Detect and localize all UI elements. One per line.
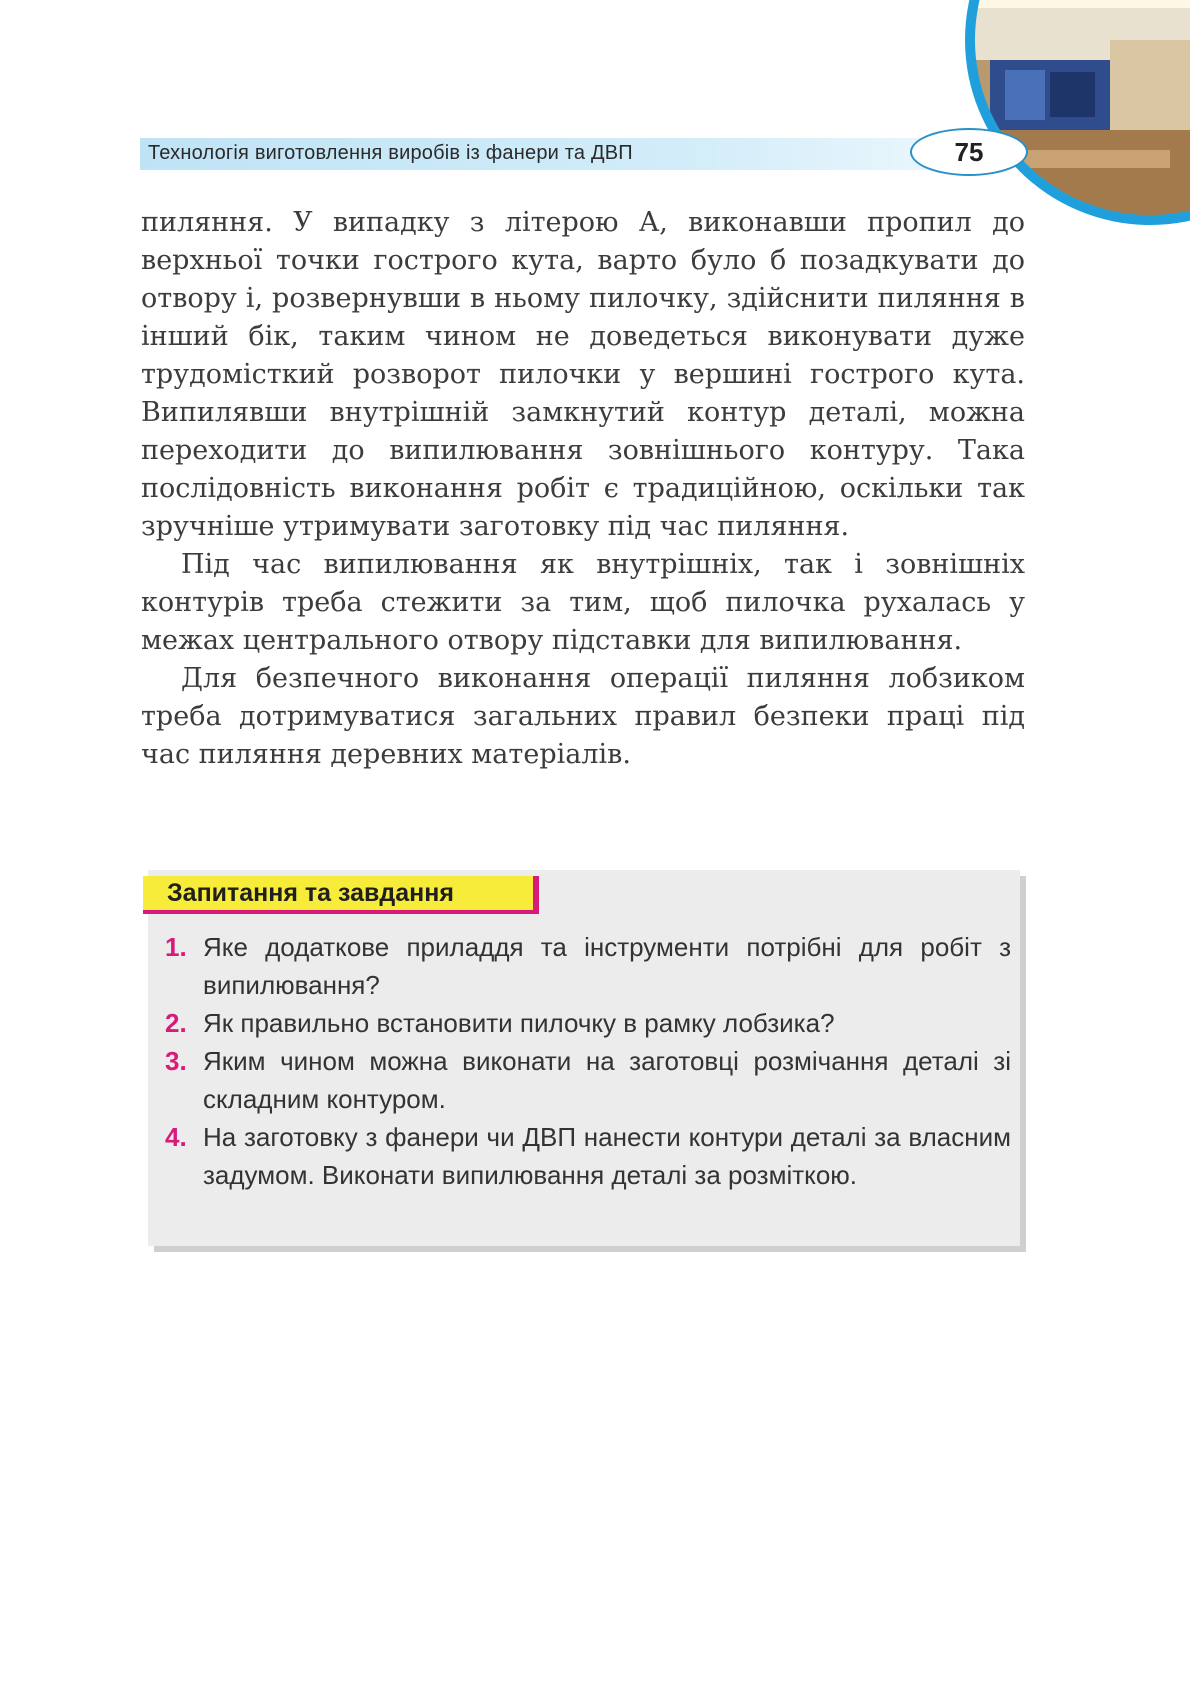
- question-number: 1.: [165, 932, 187, 962]
- question-number: 3.: [165, 1046, 187, 1076]
- body-text: [141, 204, 1025, 774]
- page-number: 75: [910, 128, 1028, 176]
- paragraph: Під час випилювання як внутрішніх, так і зовнішніх контурів треба стежити за тим, щоб пилочка рухалась у межах центрального отвору підставки для випилювання.: [141, 549, 1025, 656]
- question-text: Яке додаткове приладдя та інструменти потрібні для робіт з випилювання?: [203, 932, 1011, 1000]
- question-item: [165, 1042, 1011, 1118]
- paragraph: пиляння. У випадку з літерою А, виконавши пропил до верхньої точки гострого кута, варто було б позадкувати до отвору і, розвернувши в ньому пилочку, здійснити пиляння в інший бік, таким чином не доведеться виконувати дуже трудомісткий розворот пилочки у вершині гострого кута. Випилявши внутрішній замкнутий контур деталі, можна переходити до випилювання зовнішнього контуру. Така послідовність виконання робіт є традиційною, оскільки так зручніше утримувати заготовку під час пиляння.: [141, 207, 1025, 542]
- question-text: Як правильно встановити пилочку в рамку лобзика?: [203, 1008, 835, 1038]
- questions-title: Запитання та завдання: [167, 879, 454, 907]
- question-number: 4.: [165, 1122, 187, 1152]
- question-item: [165, 928, 1011, 1004]
- paragraph: Для безпечного виконання операції пиляння лобзиком треба дотримуватися загальних правил безпеки праці під час пиляння деревних матеріалів.: [141, 663, 1025, 770]
- question-item: [165, 1118, 1011, 1194]
- questions-list: [165, 928, 1011, 1194]
- chapter-title: Технологія виготовлення виробів із фанери та ДВП: [148, 142, 633, 164]
- question-item: [165, 1004, 1011, 1042]
- corner-workshop-photo: [950, 0, 1190, 230]
- question-text: На заготовку з фанери чи ДВП нанести контури деталі за власним задумом. Виконати випилювання деталі за розміткою.: [203, 1122, 1011, 1190]
- question-number: 2.: [165, 1008, 187, 1038]
- question-text: Яким чином можна виконати на заготовці розмічання деталі зі складним контуром.: [203, 1046, 1011, 1114]
